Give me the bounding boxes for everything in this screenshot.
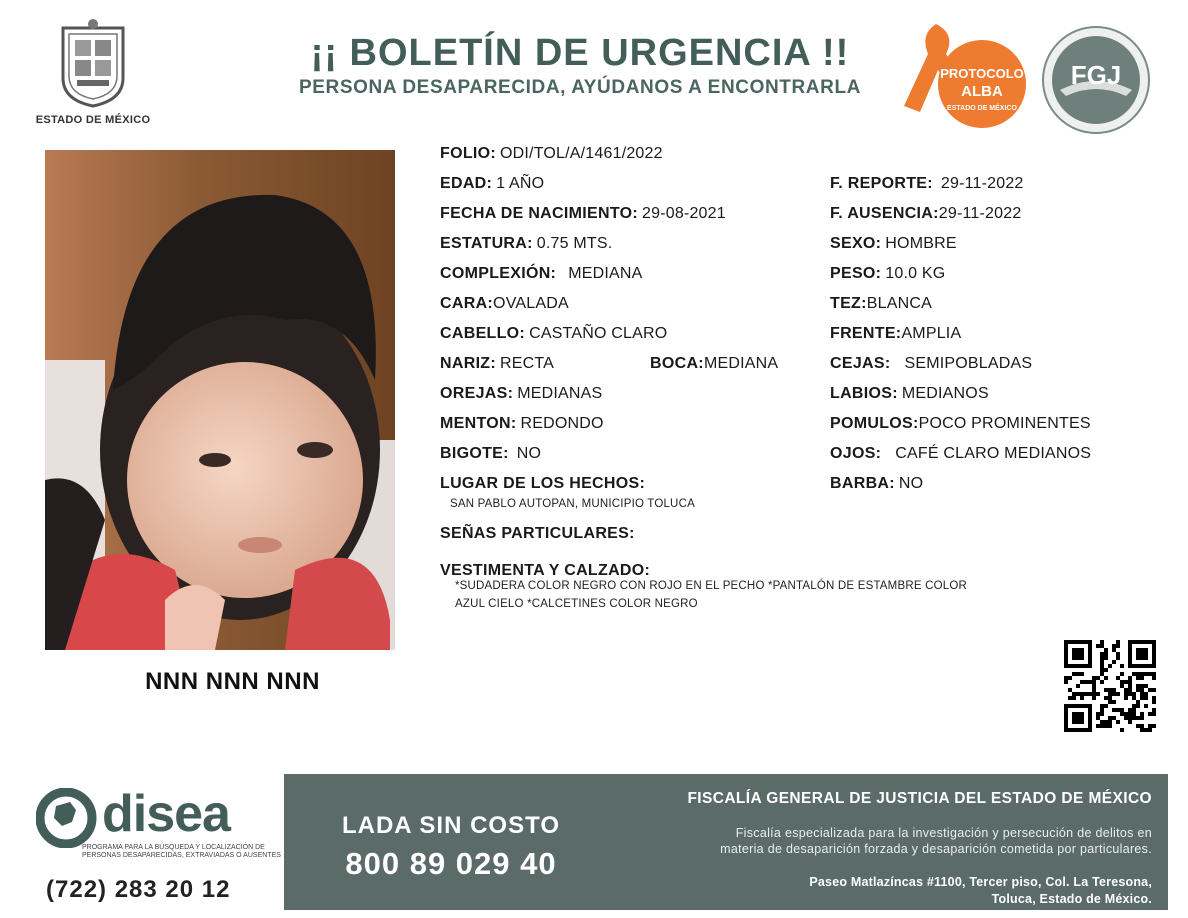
boca-value: MEDIANA [703, 355, 779, 372]
complexion-row [440, 265, 643, 283]
f-ausencia-label: F. AUSENCIA: [830, 205, 939, 222]
estatura-row [440, 235, 612, 253]
barba-label: BARBA: [830, 475, 895, 492]
cara-value: OVALADA [493, 295, 569, 312]
alba-line2: ALBA [961, 83, 1003, 100]
fecha-nacimiento-value: 29-08-2021 [642, 205, 726, 222]
alba-line1: PROTOCOLO [940, 66, 1024, 81]
fgj-logo [1040, 24, 1152, 136]
lugar-row [440, 475, 645, 493]
lugar-value: SAN PABLO AUTOPAN, MUNICIPIO TOLUCA [450, 498, 695, 510]
cabello-label: CABELLO: [440, 325, 526, 342]
senas-label: SEÑAS PARTICULARES: [440, 525, 635, 542]
bigote-value: NO [516, 445, 542, 462]
peso-row [830, 265, 945, 283]
vestimenta-row [440, 562, 650, 580]
barba-row [830, 475, 923, 493]
orejas-label: OREJAS: [440, 385, 514, 402]
fiscalia-description-line-1: Fiscalía especializada para la investigación y persecución de delitos en [735, 826, 1152, 840]
qr-code[interactable] [1064, 640, 1156, 732]
tez-value: BLANCA [866, 295, 932, 312]
nariz-value: RECTA [500, 355, 555, 372]
menton-row [440, 415, 604, 433]
lugar-label: LUGAR DE LOS HECHOS: [440, 475, 646, 492]
peso-label: PESO: [830, 265, 882, 282]
fiscalia-title: FISCALÍA GENERAL DE JUSTICIA DEL ESTADO DE MÉXICO [687, 790, 1152, 807]
f-reporte-value: 29-11-2022 [940, 175, 1024, 192]
orejas-value: MEDIANAS [517, 385, 603, 402]
tez-row [830, 295, 932, 313]
cara-label: CARA: [440, 295, 494, 312]
frente-label: FRENTE: [830, 325, 902, 342]
boca-label: BOCA: [650, 355, 704, 372]
edad-label: EDAD: [440, 175, 493, 192]
complexion-label: COMPLEXIÓN: [440, 265, 557, 282]
f-reporte-row [830, 175, 1024, 193]
edad-row [440, 175, 544, 193]
pomulos-row [830, 415, 1091, 433]
cara-row [440, 295, 569, 313]
bigote-row [440, 445, 541, 463]
bulletin-title: ¡¡ BOLETÍN DE URGENCIA !! [310, 32, 850, 74]
odisea-program-text: PROGRAMA PARA LA BÚSQUEDA Y LOCALIZACIÓN DE PERSONAS DESAPARECIDAS, EXTRAVIADAS O AUSENTES [82, 844, 281, 859]
fecha-nacimiento-label: FECHA DE NACIMIENTO: [440, 205, 638, 222]
frente-value: AMPLIA [901, 325, 962, 342]
vestimenta-line-2: AZUL CIELO *CALCETINES COLOR NEGRO [455, 598, 698, 610]
bigote-label: BIGOTE: [440, 445, 509, 462]
pomulos-label: POMULOS: [830, 415, 919, 432]
fiscalia-description [600, 825, 1152, 857]
nariz-row [440, 355, 554, 373]
cabello-row [440, 325, 667, 343]
labios-row [830, 385, 989, 403]
tez-label: TEZ: [830, 295, 867, 312]
folio-row [440, 145, 663, 163]
frente-row [830, 325, 961, 343]
alba-line3: ESTADO DE MÉXICO [947, 105, 1017, 112]
senas-row [440, 525, 635, 543]
fecha-nacimiento-row [440, 205, 726, 223]
state-caption: ESTADO DE MÉXICO [35, 114, 151, 126]
protocolo-alba-logo [898, 20, 1030, 132]
fiscalia-address-line-1: Paseo Matlazíncas #1100, Tercer piso, Col. La Teresona, [809, 875, 1152, 889]
sexo-row [830, 235, 957, 253]
ojos-value: CAFÉ CLARO MEDIANOS [895, 445, 1092, 462]
ojos-label: OJOS: [830, 445, 882, 462]
sexo-value: HOMBRE [885, 235, 957, 252]
fiscalia-address [600, 874, 1152, 908]
barba-value: NO [898, 475, 924, 492]
lada-label: LADA SIN COSTO [341, 812, 560, 839]
cabello-value: CASTAÑO CLARO [529, 325, 668, 342]
edad-value: 1 AÑO [496, 175, 545, 192]
fgj-text: FGJ [1070, 60, 1122, 90]
peso-value: 10.0 KG [885, 265, 946, 282]
fiscalia-description-line-2: materia de desaparición forzada y desaparición cometida por particulares. [720, 842, 1152, 856]
vestimenta-label: VESTIMENTA Y CALZADO: [440, 562, 651, 579]
missing-person-photo [45, 150, 395, 650]
complexion-value: MEDIANA [568, 265, 643, 282]
nariz-label: NARIZ: [440, 355, 497, 372]
folio-value: ODI/TOL/A/1461/2022 [500, 145, 663, 162]
odisea-map-icon [36, 788, 102, 848]
menton-value: REDONDO [520, 415, 604, 432]
pomulos-value: POCO PROMINENTES [918, 415, 1091, 432]
bulletin-subtitle: PERSONA DESAPARECIDA, AYÚDANOS A ENCONTRARLA [299, 77, 861, 98]
ojos-row [830, 445, 1091, 463]
qr-code-icon [1064, 640, 1156, 732]
orejas-row [440, 385, 602, 403]
coat-of-arms-icon [55, 18, 131, 108]
estatura-value: 0.75 MTS. [536, 235, 613, 252]
odisea-phone[interactable]: (722) 283 20 12 [46, 876, 231, 903]
cejas-row [830, 355, 1032, 373]
lada-phone-number[interactable]: 800 89 029 40 [345, 846, 557, 881]
f-ausencia-row [830, 205, 1021, 223]
fiscalia-address-line-2: Toluca, Estado de México. [991, 892, 1152, 906]
f-reporte-label: F. REPORTE: [830, 175, 933, 192]
sexo-label: SEXO: [830, 235, 882, 252]
estatura-label: ESTATURA: [440, 235, 533, 252]
boca-row [650, 355, 778, 373]
labios-value: MEDIANOS [901, 385, 989, 402]
estado-de-mexico-logo [28, 18, 158, 128]
odisea-logo [36, 784, 281, 880]
f-ausencia-value: 29-11-2022 [938, 205, 1022, 222]
labios-label: LABIOS: [830, 385, 898, 402]
vestimenta-line-1: *SUDADERA COLOR NEGRO CON ROJO EN EL PECHO *PANTALÓN DE ESTAMBRE COLOR [455, 580, 967, 592]
odisea-wordmark: disea [102, 785, 230, 843]
person-name: NNN NNN NNN [145, 668, 320, 695]
cejas-value: SEMIPOBLADAS [904, 355, 1033, 372]
cejas-label: CEJAS: [830, 355, 891, 372]
folio-label: FOLIO: [440, 145, 497, 162]
menton-label: MENTON: [440, 415, 517, 432]
